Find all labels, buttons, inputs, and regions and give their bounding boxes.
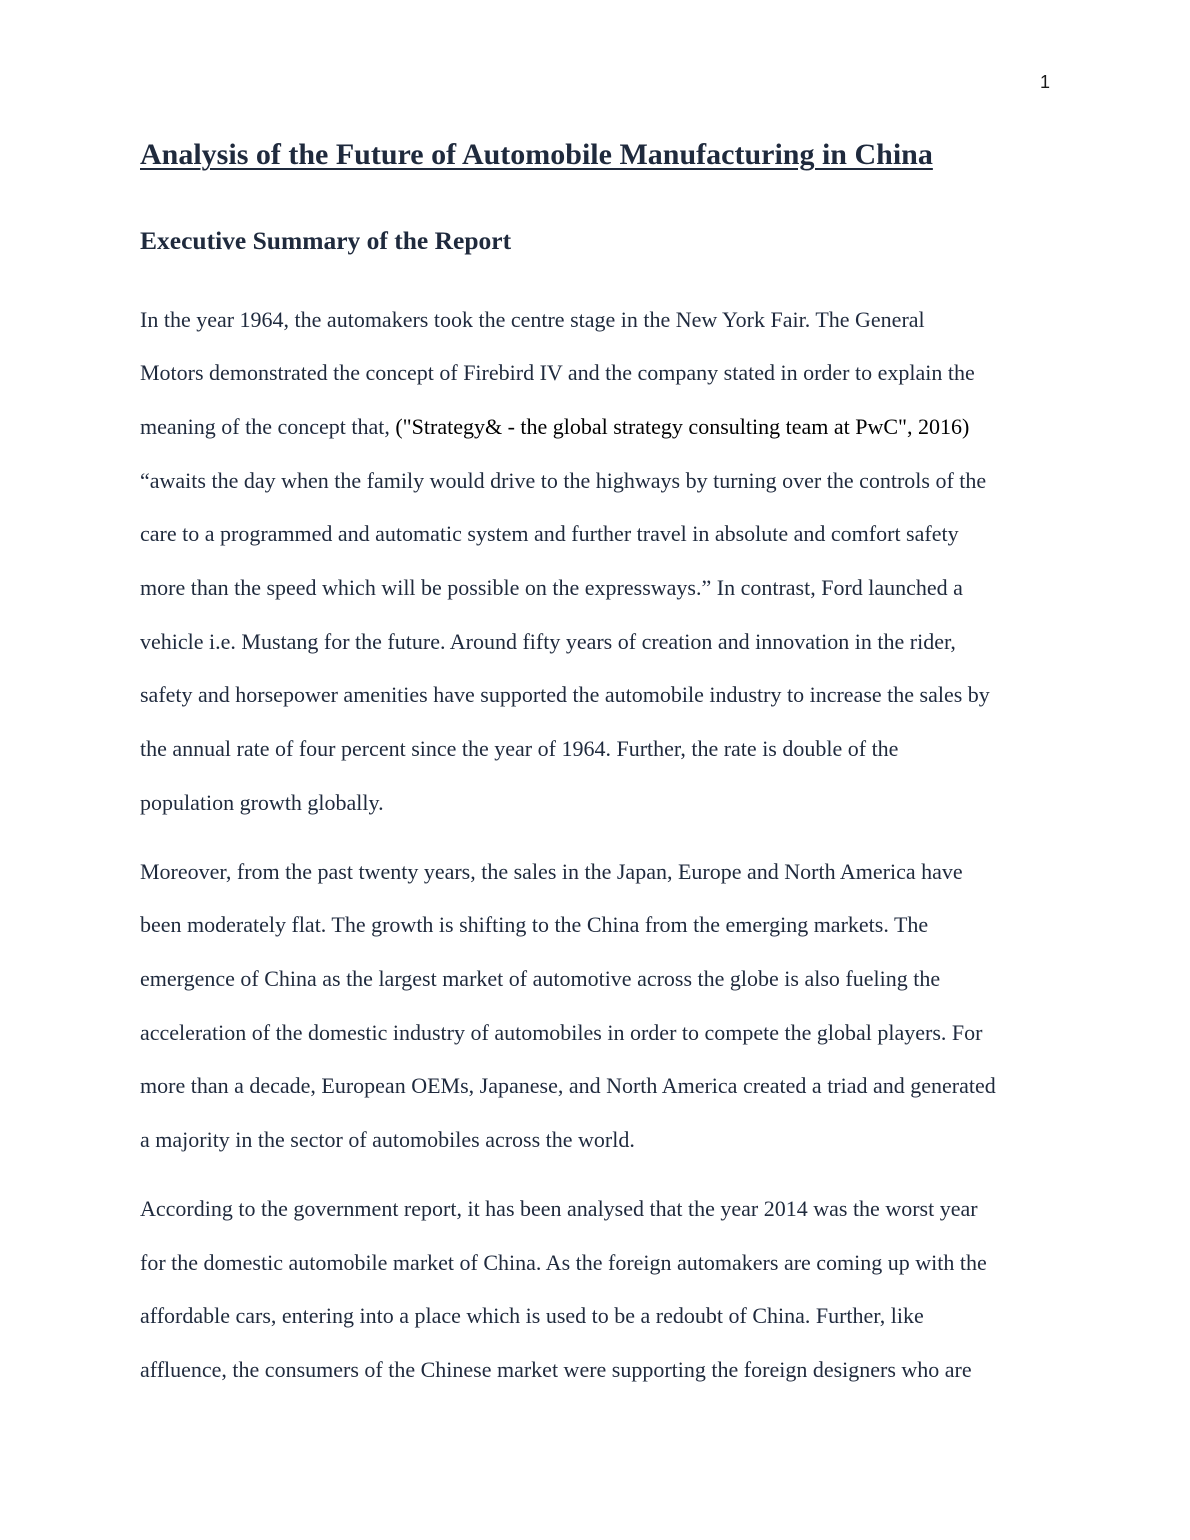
section-heading: Executive Summary of the Report [140, 226, 512, 255]
paragraph-line: more than the speed which will be possible on the expressways.” In contrast, Ford launched a [140, 575, 963, 600]
paragraph-line: According to the government report, it has been analysed that the year 2014 was the worst year [140, 1196, 978, 1221]
paragraph-line: Motors demonstrated the concept of Firebird IV and the company stated in order to explain the [140, 360, 975, 385]
paragraph-line: In the year 1964, the automakers took the centre stage in the New York Fair. The General [140, 307, 925, 332]
paragraph-line: for the domestic automobile market of China. As the foreign automakers are coming up with the [140, 1250, 987, 1275]
document-title: Analysis of the Future of Automobile Manufacturing in China [140, 138, 933, 171]
paragraph-line [140, 413, 969, 441]
paragraph-line: a majority in the sector of automobiles across the world. [140, 1127, 635, 1152]
paragraph-line: safety and horsepower amenities have supported the automobile industry to increase the sales by [140, 682, 990, 707]
paragraph-line: vehicle i.e. Mustang for the future. Around fifty years of creation and innovation in the rider, [140, 629, 956, 654]
line-text: meaning of the concept that, [140, 414, 396, 439]
paragraph-line: been moderately flat. The growth is shifting to the China from the emerging markets. The [140, 912, 929, 937]
paragraph-line: Moreover, from the past twenty years, the sales in the Japan, Europe and North America have [140, 859, 963, 884]
paragraph-line: emergence of China as the largest market of automotive across the globe is also fueling the [140, 966, 941, 991]
paragraph-line: affordable cars, entering into a place which is used to be a redoubt of China. Further, like [140, 1303, 924, 1328]
paragraph-line: care to a programmed and automatic system and further travel in absolute and comfort safety [140, 521, 959, 546]
paragraph-line: “awaits the day when the family would drive to the highways by turning over the controls of the [140, 468, 987, 493]
citation: ("Strategy& - the global strategy consulting team at PwC", 2016) [395, 414, 970, 439]
page-number: 1 [1040, 72, 1051, 92]
paragraph-line: population growth globally. [140, 790, 384, 815]
paragraph-line: more than a decade, European OEMs, Japanese, and North America created a triad and generated [140, 1073, 996, 1098]
paragraph-line: the annual rate of four percent since the year of 1964. Further, the rate is double of the [140, 736, 899, 761]
paragraph-line: affluence, the consumers of the Chinese market were supporting the foreign designers who are [140, 1357, 972, 1382]
paragraph-line: acceleration of the domestic industry of automobiles in order to compete the global players. For [140, 1020, 983, 1045]
